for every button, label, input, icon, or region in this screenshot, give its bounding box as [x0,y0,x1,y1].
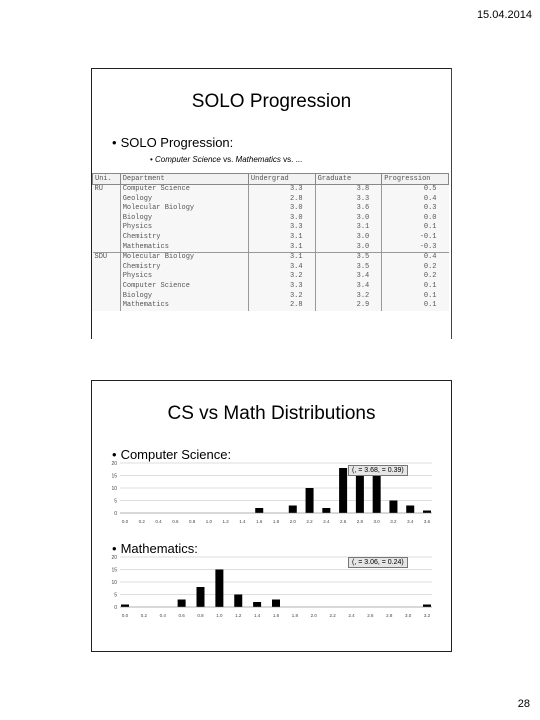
subbullet-math: Mathematics [235,155,281,164]
cs-bar [339,468,347,513]
date-stamp: 15.04.2014 [476,9,532,21]
math-bar [215,570,223,608]
bullet-text: Computer Science: [120,447,232,462]
x-tick-label: 0.8 [188,519,196,524]
table-row [93,223,449,233]
cell-progression: -0.1 [382,233,449,243]
table-row [93,204,449,214]
cell-uni: RU [94,185,103,193]
cell-undergrad: 3.2 [248,272,315,282]
x-tick-label: 0.0 [121,613,129,618]
cell-uni [93,233,121,243]
cell-uni [93,243,121,253]
cs-bar [322,508,330,513]
table-row [93,253,449,263]
cell-graduate: 3.8 [315,185,382,195]
subbullet-comparison [150,155,302,164]
x-tick-label: 1.2 [235,613,242,618]
stat-box-cs [348,465,408,476]
math-bar [121,605,129,608]
cell-graduate: 3.6 [315,204,382,214]
x-tick-label: 2.8 [386,613,393,618]
cell-department: Chemistry [120,263,248,273]
cell-graduate: 3.0 [315,214,382,224]
x-tick-label: 0.2 [138,519,145,524]
y-tick-label: 5 [114,498,117,505]
x-tick-label: 1.0 [216,613,223,618]
math-bar [234,595,242,608]
bullet-dot-icon: • [112,541,117,556]
table-row [93,282,449,292]
page-number: 28 [517,698,530,710]
cell-undergrad: 3.1 [248,233,315,243]
cell-progression: 0.5 [382,185,449,195]
cell-undergrad: 3.0 [248,214,315,224]
table-row [93,195,449,205]
cell-uni [93,204,121,214]
cell-graduate: 3.3 [315,195,382,205]
cs-bar [423,511,431,514]
cell-department: Mathematics [120,301,248,311]
cell-department: Computer Science [120,185,248,195]
cell-progression: 0.1 [382,292,449,302]
cell-uni [93,272,121,282]
x-tick-label: 0.4 [155,519,162,524]
x-tick-label: 1.6 [256,519,263,524]
cell-progression: 0.1 [382,282,449,292]
cell-department: Computer Science [120,282,248,292]
x-tick-label: 3.0 [404,613,412,618]
cell-undergrad: 2.8 [248,301,315,311]
table-row [93,233,449,243]
cell-department: Molecular Biology [120,253,248,263]
cs-bar [306,488,314,513]
cell-progression: 0.1 [382,301,449,311]
stat-text: (, = 3.06, = 0.24) [352,559,404,566]
subbullet-vs: vs. [223,155,234,164]
cell-uni [93,214,121,224]
cell-progression: 0.2 [382,272,449,282]
solo-table [92,173,449,311]
math-bar [423,605,431,608]
cs-bar [389,501,397,514]
x-tick-label: 1.4 [239,519,246,524]
y-tick-label: 15 [111,473,117,480]
cs-bar [373,476,381,514]
x-tick-label: 3.2 [390,519,397,524]
stat-text: (, = 3.68, = 0.39) [352,467,404,474]
bullet-text: SOLO Progression: [120,135,234,150]
cell-department: Biology [120,214,248,224]
cell-undergrad: 3.2 [248,292,315,302]
col-graduate: Graduate [315,174,382,185]
cell-uni [93,282,121,292]
table-row [93,263,449,273]
cell-department: Molecular Biology [120,204,248,214]
math-bar [272,600,280,608]
table-row [93,214,449,224]
cell-graduate: 3.0 [315,243,382,253]
cell-graduate: 3.0 [315,233,382,243]
y-tick-label: 10 [111,486,117,492]
x-tick-label: 1.6 [272,613,280,618]
cell-undergrad: 3.1 [248,253,315,263]
math-bar [197,587,205,607]
col-undergrad: Undergrad [248,174,315,185]
x-tick-label: 2.6 [367,613,374,618]
x-tick-label: 2.2 [329,613,336,618]
cell-uni [93,223,121,233]
bullet-solo-progression [112,135,233,150]
table-row [93,243,449,253]
cell-uni [93,301,121,311]
bullet-dot-icon: • [150,155,156,164]
stat-box-math [348,557,408,568]
cs-bar [356,473,364,513]
bullet-text: Mathematics: [120,541,198,556]
x-tick-label: 0.0 [121,519,129,524]
slide-solo-progression [91,68,452,339]
cell-uni [93,195,121,205]
x-tick-label: 3.0 [373,519,380,524]
cell-undergrad: 3.3 [248,282,315,292]
x-tick-label: 3.6 [423,519,431,524]
cell-department: Biology [120,292,248,302]
bullet-mathematics [112,541,198,556]
table-row [93,272,449,282]
col-progression: Progression [382,174,449,185]
x-tick-label: 2.8 [356,519,364,524]
col-uni: Uni. [93,174,121,185]
math-bar [253,602,261,607]
cell-undergrad: 3.3 [248,185,315,195]
slide-distributions [91,380,452,652]
cell-progression: 0.2 [382,263,449,273]
math-bar [178,600,186,608]
cell-graduate: 3.5 [315,263,382,273]
cell-department: Chemistry [120,233,248,243]
x-tick-label: 0.4 [159,613,166,618]
x-tick-label: 1.8 [291,613,299,618]
x-tick-label: 1.0 [205,519,213,524]
table-header-row [93,174,449,185]
cell-undergrad: 3.4 [248,263,315,273]
col-department: Department [120,174,248,185]
x-tick-label: 0.8 [197,613,204,618]
y-tick-label: 5 [114,592,117,599]
x-tick-label: 3.4 [407,519,414,524]
x-tick-label: 0.6 [172,519,179,524]
y-tick-label: 20 [111,555,117,561]
cell-progression: 0.4 [382,253,449,263]
x-tick-label: 2.6 [339,519,347,524]
x-tick-label: 1.4 [253,613,261,618]
cell-progression: 0.3 [382,204,449,214]
cell-department: Geology [120,195,248,205]
cell-department: Physics [120,223,248,233]
cell-undergrad: 3.0 [248,204,315,214]
bullet-dot-icon: • [112,135,117,150]
x-tick-label: 3.2 [423,613,431,618]
cs-bar [406,506,414,514]
cell-progression: 0.0 [382,214,449,224]
y-tick-label: 20 [111,461,117,467]
table-row [93,292,449,302]
x-tick-label: 2.0 [289,519,296,524]
bullet-dot-icon: • [112,447,117,462]
x-tick-label: 2.2 [306,519,313,524]
x-tick-label: 1.2 [222,519,229,524]
subbullet-vs-more: vs. ... [283,155,303,164]
cell-undergrad: 2.8 [248,195,315,205]
cell-undergrad: 3.1 [248,243,315,253]
cell-uni: SDU [93,253,121,263]
cell-graduate: 3.1 [315,223,382,233]
y-tick-label: 0 [114,511,117,517]
slide-title: SOLO Progression [191,91,352,112]
cell-graduate: 3.4 [315,272,382,282]
y-tick-label: 0 [114,605,117,611]
cell-department: Physics [120,272,248,282]
cell-department: Mathematics [120,243,248,253]
x-tick-label: 0.2 [140,613,148,618]
cell-graduate: 3.5 [315,253,382,263]
cell-uni [93,263,121,273]
cell-progression: 0.1 [382,223,449,233]
cell-graduate: 3.2 [315,292,382,302]
cell-progression: 0.4 [382,195,449,205]
subbullet-cs: Computer Science [155,155,221,164]
cell-progression: -0.3 [382,243,449,253]
cell-undergrad: 3.3 [248,223,315,233]
cs-bar [255,508,263,513]
x-tick-label: 2.4 [348,613,355,618]
table-row [93,301,449,311]
cs-bar [289,506,297,514]
y-tick-label: 10 [111,580,117,586]
x-tick-label: 2.4 [323,519,330,524]
cell-graduate: 2.9 [315,301,382,311]
slide-title: CS vs Math Distributions [167,403,376,424]
bullet-computer-science [112,447,231,462]
cell-graduate: 3.4 [315,282,382,292]
table-row [93,185,449,195]
x-tick-label: 1.8 [272,519,280,524]
cell-uni [93,292,121,302]
x-tick-label: 0.6 [178,613,185,618]
x-tick-label: 2.0 [310,613,317,618]
y-tick-label: 15 [111,567,117,574]
